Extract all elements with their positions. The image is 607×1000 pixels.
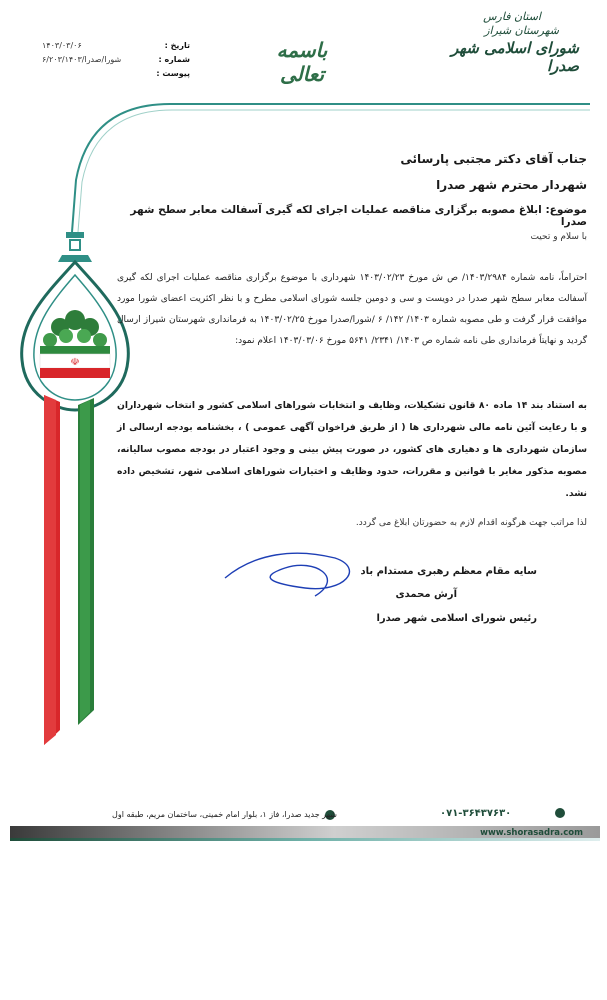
closing-line: لذا مراتب جهت هرگونه اقدام لازم به حضورتان ابلاغ می گردد. (355, 518, 587, 528)
footer-address: شهر جدید صدرا، فاز ۱، بلوار امام خمینی، ساختمان مریم، طبقه اول (112, 810, 337, 819)
addressee-title: شهردار محترم شهر صدرا (436, 178, 587, 192)
attachment-label: پیوست : (156, 68, 190, 78)
number-row (40, 52, 190, 66)
paragraph-ruling: به استناد بند ۱۴ ماده ۸۰ قانون تشکیلات، وظایف و انتخابات شوراهای اسلامی کشور و انتخاب شهرداران و با رعایت آئین نامه مالی شهرداری ها ( از طریق فراخوان آگهی عمومی ) ، بخشنامه بودجه ارسالی از سازمان شهرداری ها و دهیاری های کشور، در صورت پیش بینی و وجود اعتبار در بودجه مصوب سالیانه، مصوبه مذکور مغایر با قوانین و مقررات، حدود وظایف و اختیارات شوراهای اسلامی شهر، تشخیص داده نشد. (117, 400, 587, 499)
letter-meta (40, 38, 190, 80)
paragraph-main: احتراماً، نامه شماره ۱۴۰۳/۲۹۸۴/ ص ش مورخ ۱۴۰۳/۰۲/۲۳ شهرداری با موضوع برگزاری مناقصه عملیات اجرای لکه گیری آسفالت معابر سطح شهر صدرا در دویست و سی و دومین جلسه شورای اسلامی مطرح و با نظر اکثریت اعضای شورا مورد موافقت قرار گرفت و طی مصوبه شماره ۱۴۰۳/ ۱۴۲/ ۶ /شورا/صدرا مورخ ۱۴۰۳/۰۲/۲۵ به فرمانداری شهرستان شیراز ارسال گردید و نهایتاً فرمانداری طی نامه شماره ص ۱۴۰۳/ ۲۳۴۱/ ۵۶۴۱ مورخ ۱۴۰۳/۰۳/۰۶ اعلام نمود: (117, 273, 587, 346)
attachment-row (40, 66, 190, 80)
date-row (40, 38, 190, 52)
signature-motto: سایه مقام معظم رهبری مستدام باد (360, 566, 537, 577)
svg-text:☫: ☫ (70, 357, 80, 368)
signer-name: آرش محمدی (395, 589, 457, 600)
date-value: ۱۴۰۳/۰۳/۰۶ (42, 40, 82, 50)
date-label: تاریخ : (164, 40, 190, 50)
phone-icon (555, 808, 565, 818)
basmala-calligraphy: باسمه تعالی (276, 38, 328, 86)
city-name: شهرستان شیراز (484, 24, 559, 37)
council-name: شورای اسلامی شهر صدرا (451, 39, 579, 75)
council-header (429, 10, 579, 75)
number-value: ۶/۲۰۳/۱۴۰۳/شورا/صدرا (42, 54, 122, 64)
signer-title: رئیس شورای اسلامی شهر صدرا (376, 613, 537, 624)
footer-phone: ۰۷۱-۳۶۴۳۷۶۳۰ (440, 808, 512, 819)
addressee-name: جناب آقای دکتر مجتبی پارسائی (400, 152, 587, 166)
province-name: استان فارس (483, 10, 541, 23)
letter-subject: موضوع: ابلاغ مصوبه برگزاری مناقصه عملیات اجرای لکه گیری آسفالت معابر سطح شهر صدرا (130, 204, 587, 228)
greeting: با سلام و تحیت (530, 232, 587, 242)
footer-website: www.shorasadra.com (480, 828, 583, 838)
number-label: شماره : (158, 54, 190, 64)
